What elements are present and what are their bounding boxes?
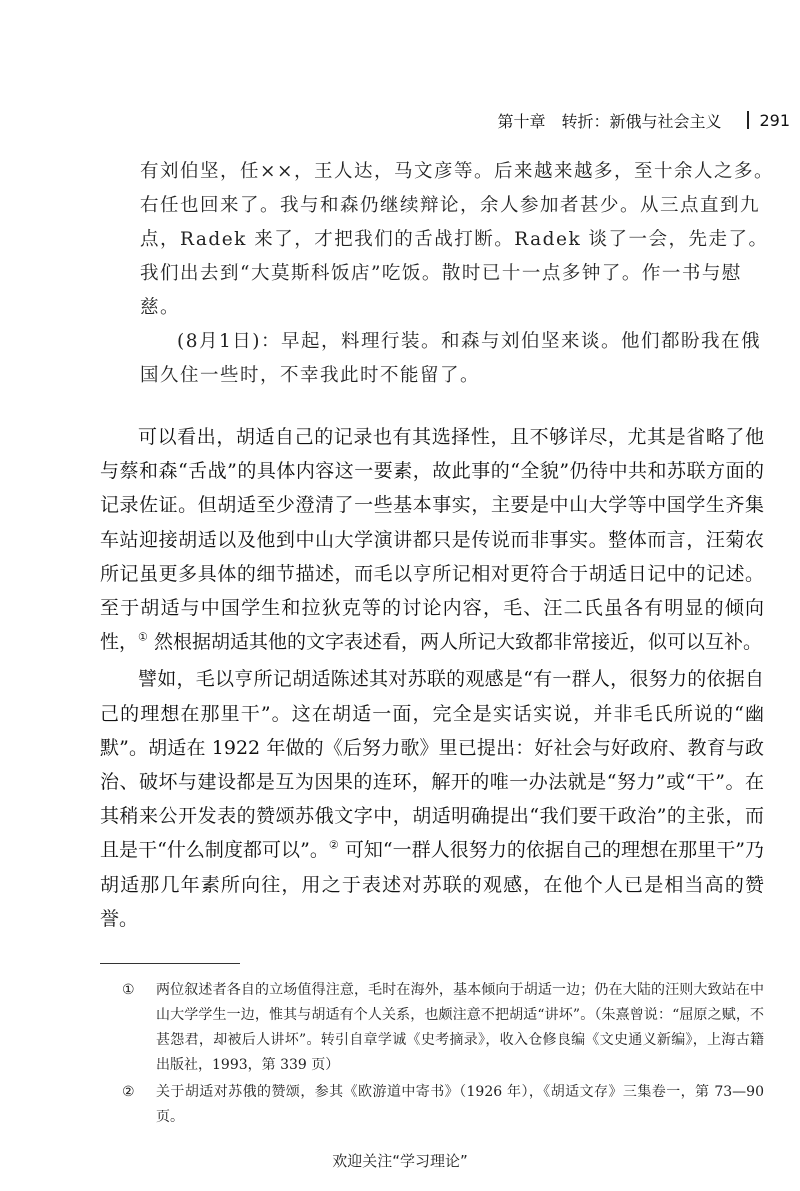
- footnote-ref-2[interactable]: ②: [328, 839, 339, 853]
- footnote-divider: [100, 963, 240, 964]
- main-text: [100, 420, 764, 939]
- footnote-1: [100, 978, 764, 1078]
- footnote-mark: ②: [122, 1084, 135, 1100]
- footnote-mark: ①: [122, 982, 135, 998]
- quote-paragraph-1: 有刘伯坚，任××，王人达，马文彦等。后来越来越多，至十余人之多。右任也回来了。我与和森仍继续辩论，余人参加者甚少。从三点直到九点，Radek 来了，才把我们的舌战打断。Radek 谈了一会，先走了。我们出去到“大莫斯科饭店”吃饭。散时已十一点多钟了。作一书与慰慈。: [140, 161, 775, 318]
- footnote-text: 两位叙述者各自的立场值得注意，毛时在海外，基本倾向于胡适一边；仍在大陆的汪则大致站在中山大学学生一边，惟其与胡适有个人关系，也颇注意不把胡适“讲坏”。（朱熹曾说：“屈原之赋，不甚怨君，却被后人讲坏”。转引自章学诚《史考摘录》，收入仓修良编《文史通义新编》，上海古籍出版社，1993，第 339 页）: [156, 982, 764, 1073]
- running-head: [480, 106, 790, 134]
- body-paragraph-2: 譬如，毛以亨所记胡适陈述其对苏联的观感是“有一群人，很努力的依据自己的理想在那里干”。这在胡适一面，完全是实话实说，并非毛氏所说的“幽默”。胡适在 1922 年做的《后努力歌》里已提出：好社会与好政府、教育与政治、破坏与建设都是互为因果的连环，解开的唯一办法就是“努力”或“干”。在其稍来公开发表的赞颂苏俄文字中，胡适明确提出“我们要干政治”的主张，而且是干“什么制度都可以”。② 可知“一群人很努力的依据自己的理想在那里干”乃胡适那几年素所向往，用之于表述对苏联的观感，在他个人已是相当高的赞誉。: [100, 668, 764, 930]
- chapter-title: 第十章 转折：新俄与社会主义: [497, 111, 722, 131]
- watermark-text: 欢迎关注“学习理论”: [332, 1152, 468, 1170]
- footnotes: [100, 978, 764, 1132]
- quote-paragraph-2: (8月1日)：早起，料理行装。和森与刘伯坚来谈。他们都盼我在俄国久住一些时，不幸我此时不能留了。: [140, 331, 761, 386]
- footnote-2: [100, 1080, 764, 1130]
- footnote-ref-1[interactable]: ①: [138, 630, 148, 644]
- footnote-text: 关于胡适对苏俄的赞颂，参其《欧游道中寄书》（1926 年），《胡适文存》三集卷一，第 73—90 页。: [156, 1084, 764, 1125]
- header-divider: [747, 111, 749, 129]
- diary-quote-block: [140, 155, 780, 393]
- body-paragraph-1: 可以看出，胡适自己的记录也有其选择性，且不够详尽，尤其是省略了他与蔡和森“舌战”的具体内容这一要素，故此事的“全貌”仍待中共和苏联方面的记录佐证。但胡适至少澄清了一些基本事实，主要是中山大学等中国学生齐集车站迎接胡适以及他到中山大学演讲都只是传说而非事实。整体而言，汪菊农所记虽更多具体的细节描述，而毛以亨所记相对更符合于胡适日记中的记述。至于胡适与中国学生和拉狄克等的讨论内容，毛、汪二氏虽各有明显的倾向性，① 然根据胡适其他的文字表述看，两人所记大致都非常接近，似可以互补。: [100, 426, 764, 654]
- page-number: 291: [759, 110, 790, 130]
